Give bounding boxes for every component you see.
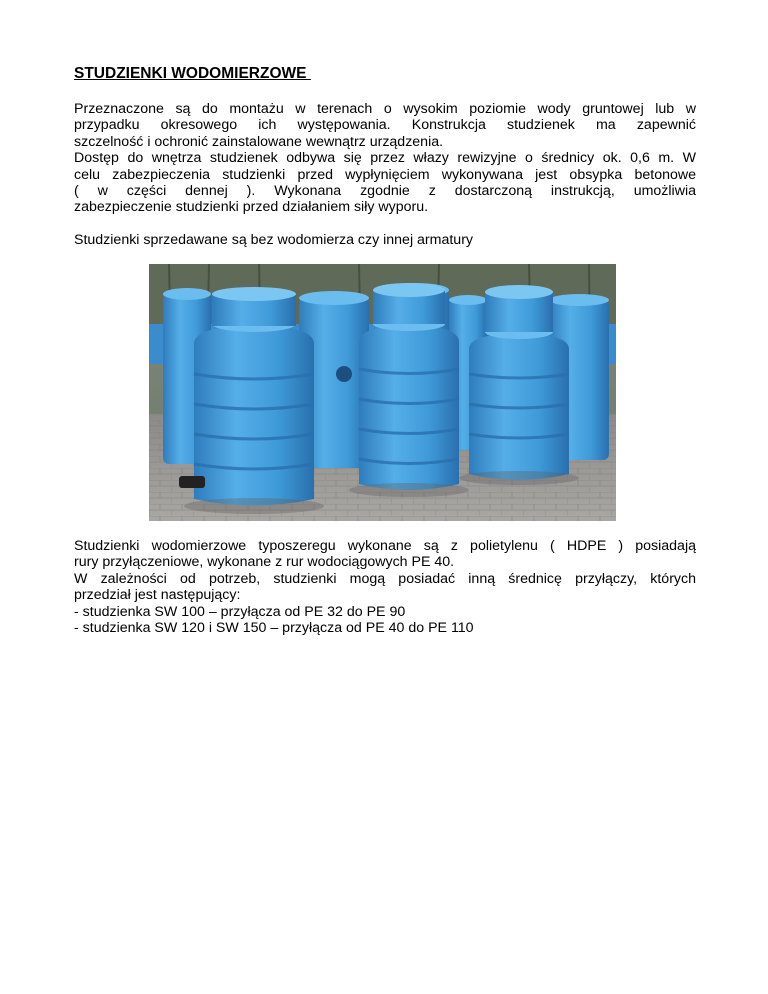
access-line: celu zabezpieczenia studzienki przed wypłynięciem wykonywana jest obsypka betonowe	[74, 166, 696, 183]
access-line: Dostęp do wnętrza studzienek odbywa się przez włazy rewizyjne o średnicy ok. 0,6 m. W	[74, 150, 696, 167]
sold-without-note: Studzienki sprzedawane są bez wodomierza czy innej armatury	[74, 231, 474, 248]
list-item: - studzienka SW 120 i SW 150 – przyłącza od PE 40 do PE 110	[74, 620, 474, 637]
list-item: - studzienka SW 100 – przyłącza od PE 32 do PE 90	[74, 603, 406, 620]
material-line: Studzienki wodomierzowe typoszeregu wykonane są z polietylenu ( HDPE ) posiadają	[74, 538, 696, 554]
intro-line: przypadku okresowego ich występowania. Konstrukcja studzienek ma zapewnić	[74, 117, 696, 134]
document-title: STUDZIENKI WODOMIERZOWE	[74, 65, 311, 82]
material-line: rury przyłączeniowe, wykonane z rur wodociągowych PE 40.	[74, 554, 455, 571]
connection-line: W zależności od potrzeb, studzienki mogą posiadać inną średnicę przyłączy, których	[74, 570, 696, 587]
intro-line: szczelność i ochronić zainstalowane wewnątrz urządzenia.	[74, 133, 444, 150]
connection-line: przedział jest następujący:	[74, 587, 241, 604]
intro-paragraph	[74, 101, 696, 150]
specification-section	[74, 538, 696, 636]
paragraph-gap	[74, 216, 696, 232]
intro-line: Przeznaczone są do montażu w terenach o wysokim poziomie wody gruntowej lub w	[74, 101, 696, 117]
document-page	[74, 64, 696, 248]
access-line: ( w części dennej ). Wykonana zgodnie z dostarczoną instrukcją, umożliwia	[74, 183, 696, 200]
access-line: zabezpieczenie studzienki przed działaniem siły wyporu.	[74, 199, 429, 216]
water-meter-wells-photo	[149, 264, 616, 521]
access-paragraph	[74, 150, 696, 216]
product-photo	[149, 264, 616, 521]
